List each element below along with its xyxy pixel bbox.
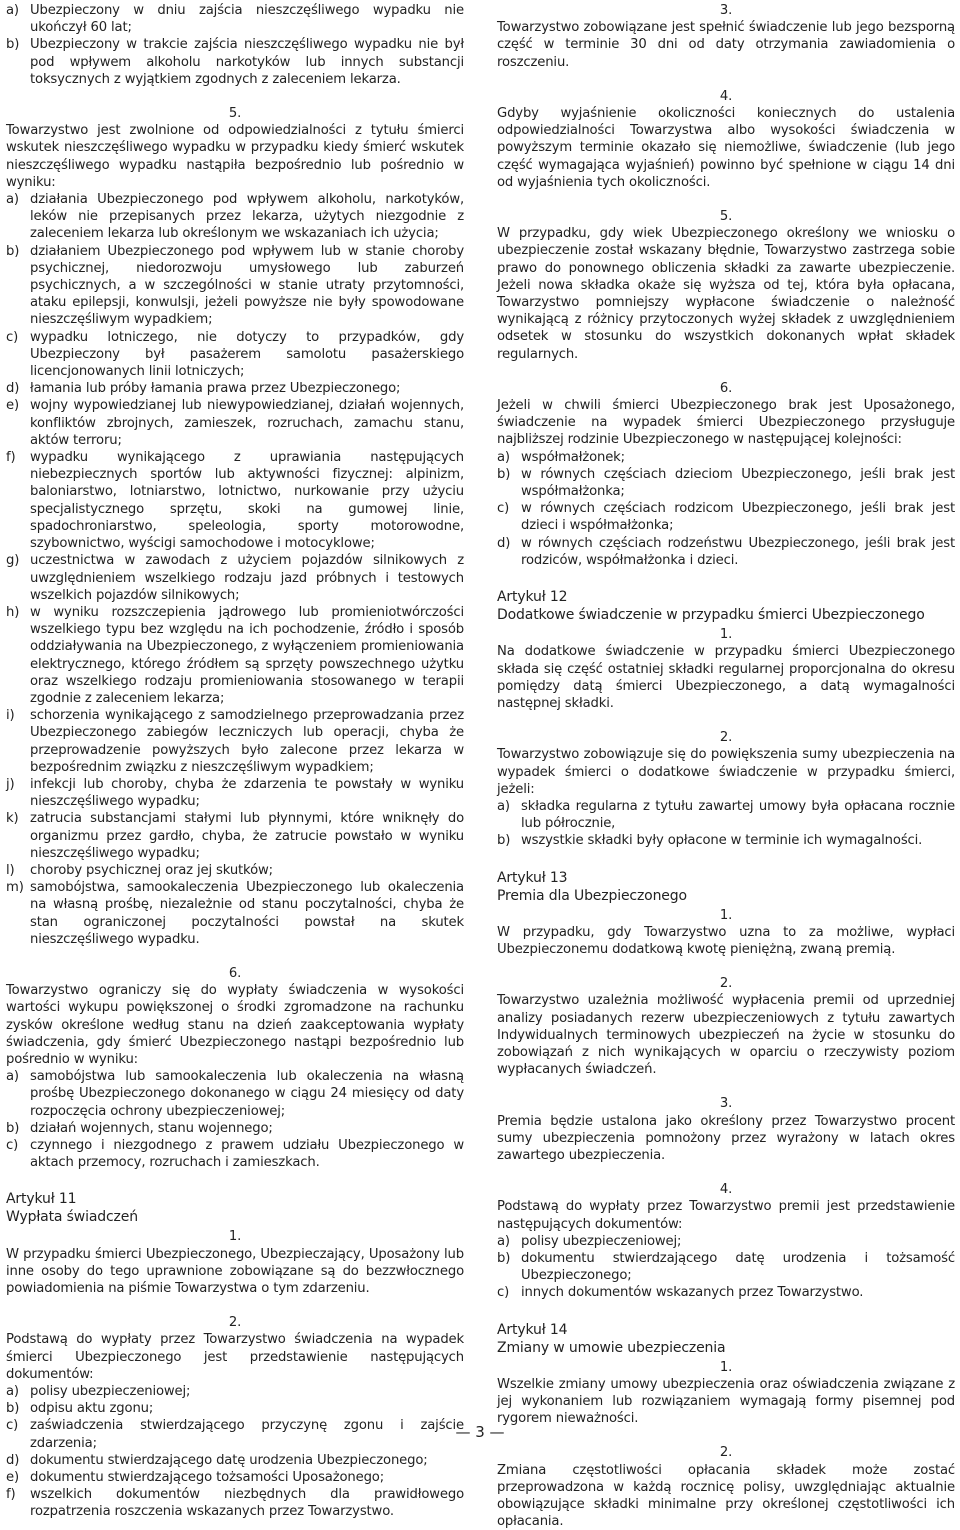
article-12-p2 <box>497 729 955 849</box>
article-heading: Artykuł 11 <box>6 1191 77 1208</box>
list-item-label: b) <box>497 1250 511 1266</box>
list-item-label: c) <box>6 1418 19 1434</box>
article-13-p3 <box>497 1095 955 1164</box>
list-item-label: a) <box>497 449 510 465</box>
list-item-text: polisy ubezpieczeniowej; <box>521 1233 682 1249</box>
list-item <box>497 832 955 849</box>
list-item-label: m) <box>6 880 24 896</box>
list-item <box>6 243 464 329</box>
list-item <box>6 552 464 604</box>
list-item-label: b) <box>6 37 20 53</box>
article-11 <box>6 1190 464 1226</box>
exclusions-list <box>6 191 464 948</box>
article-13-p2 <box>497 975 955 1078</box>
list-item-text: samobójstwa, samookaleczenia Ubezpieczonego lub okaleczenia na własną prośbę, niezależnie od stanu poczytalności, chyba że stan ograniczonej poczytalności powstał na skutek nieszczęśliwego wypadku. <box>30 880 464 947</box>
list-item <box>6 380 464 397</box>
list-item <box>6 36 464 88</box>
list-item-text: w równych częściach rodzeństwu Ubezpieczonego, jeśli brak jest rodziców, współmałżonka i dzieci. <box>521 535 955 568</box>
article-13-p1 <box>497 907 955 959</box>
paragraph-text: Towarzystwo zobowiązane jest spełnić świadczenie lub jego bezsporną część w terminie 30 dni od daty otrzymania zawiadomienia o roszczeniu. <box>497 20 955 70</box>
section-3 <box>497 2 955 71</box>
list-item-label: a) <box>6 1069 19 1085</box>
paragraph-number: 1. <box>228 1229 242 1245</box>
list-item-text: infekcji lub choroby, chyba że zdarzenia te powstały w wyniku nieszczęśliwego wypadku; <box>30 776 464 810</box>
conditions-list <box>497 798 955 850</box>
article-subtitle: Wypłata świadczeń <box>6 1209 138 1226</box>
left-column <box>6 2 464 1521</box>
list-item-text: zaświadczenia stwierdzającego przyczynę zgonu i zajście zdarzenia; <box>30 1418 464 1451</box>
list-item-text: w równych częściach rodzicom Ubezpieczonego, jeśli brak jest dzieci i współmałżonka; <box>521 501 955 534</box>
list-item <box>497 535 955 569</box>
paragraph-text: W przypadku śmierci Ubezpieczonego, Ubezpieczający, Uposażony lub inne osoby do tego uprawnione zobowiązane są do bezzwłocznego powiadomienia na piśmie Towarzystwa o tym zdarzeniu. <box>6 1246 464 1297</box>
list-item-label: c) <box>6 329 19 345</box>
paragraph-text: Towarzystwo zobowiązuje się do powiększenia sumy ubezpieczenia na wypadek śmierci o dodatkowe świadczenie w przypadku śmierci, jeżeli: <box>497 747 955 797</box>
list-item-text: działaniem Ubezpieczonego pod wpływem lub w stanie choroby psychicznej, niedorozwoju umysłowego lub zaburzeń psychicznych, a w szczególności w stanie utraty przytomności, ataku epilepsji, konwulsji, jeżeli powyższe nie były spowodowane nieszczęśliwym wypadkiem; <box>30 243 464 328</box>
list-item-text: składka regularna z tytułu zawartej umowy była opłacana rocznie lub półrocznie, <box>521 798 955 832</box>
paragraph-text: Podstawą do wypłaty przez Towarzystwo premii jest przedstawienie następujących dokumentów: <box>497 1199 955 1232</box>
list-item-text: samobójstwa lub samookaleczenia lub okaleczenia na własną prośbę Ubezpieczonego dokonanego w ciągu 24 miesięcy od daty rozpoczęcia ochrony ubezpieczeniowej; <box>30 1069 464 1119</box>
list-item <box>497 1233 955 1250</box>
list-item-label: c) <box>6 1138 19 1153</box>
article-13-p4 <box>497 1181 955 1301</box>
limitation-list <box>6 1068 464 1171</box>
list-item-text: uczestnictwa w zawodach z użyciem pojazdów silnikowych z uwzględnieniem wszelkiego rodzaju jazd próbnych i testowych wszelkich pojazdów silnikowych; <box>30 553 464 603</box>
paragraph-text: Na dodatkowe świadczenie w przypadku śmierci Ubezpieczonego składa się część ostatniej składki regularnej proporcjonalna do okresu pomiędzy datą śmierci Ubezpieczonego, a datą wymagalności następnej składki. <box>497 644 955 711</box>
list-item-text: dokumentu stwierdzającego datę urodzenia Ubezpieczonego; <box>30 1452 428 1468</box>
list-item <box>6 1469 464 1486</box>
list-item <box>497 1250 955 1284</box>
section-6 <box>6 965 464 1171</box>
article-heading: Artykuł 14 <box>497 1321 568 1338</box>
article-subtitle: Premia dla Ubezpieczonego <box>497 887 687 904</box>
list-item-label: c) <box>497 1285 510 1301</box>
list-item <box>6 862 464 879</box>
list-item-label: d) <box>6 1452 20 1468</box>
list-item <box>6 1452 464 1469</box>
article-14 <box>497 1321 955 1357</box>
paragraph-number: 1. <box>719 1359 733 1375</box>
paragraph-text: Premia będzie ustalona jako określony przez Towarzystwo procent sumy ubezpieczenia pomnożony przez wyrażony w latach okres zawartego ubezpieczenia. <box>497 1113 955 1163</box>
list-item-text: zatrucia substancjami stałymi lub płynnymi, które wniknęły do organizmu przez gardło, chyba, że zatrucie powstało w wyniku nieszczęśliwego wypadku; <box>30 811 464 861</box>
list-item-text: działania Ubezpieczonego pod wpływem alkoholu, narkotyków, leków nie przepisanych przez lekarza, użytych niezgodnie z zaleceniem lekarza lub określonym we wskazaniach ich użycia; <box>30 192 464 242</box>
page-number: — 3 — <box>455 1423 505 1441</box>
right-column <box>497 2 955 1530</box>
article-subtitle: Zmiany w umowie ubezpieczenia <box>497 1339 726 1356</box>
list-item <box>6 879 464 948</box>
section-5 <box>6 105 464 948</box>
list-item-label: b) <box>6 1401 20 1417</box>
list-item-text: w równych częściach dzieciom Ubezpieczonego, jeśli brak jest współmałżonka; <box>521 466 955 500</box>
list-item-text: dokumentu stwierdzającego tożsamości Uposażonego; <box>30 1470 385 1486</box>
list-item <box>6 776 464 810</box>
list-item-label: a) <box>497 798 510 814</box>
list-item-label: h) <box>6 604 20 620</box>
intro-list <box>6 2 464 88</box>
list-item-text: w wyniku rozszczepienia jądrowego lub promieniotwórczości wszelkiego typu bez względu na ich pochodzenie, źródło i sposób oddziaływania na Ubezpieczonego, z wyłączeniem promieniowania elektrycznego, którego źródłem są sprzęty powszechnego użytku oraz wszelkiego rodzaju promieniowania stosowanego w terapii zgodnie z zaleceniem lekarza; <box>30 604 464 706</box>
paragraph-number: 5. <box>719 209 733 225</box>
list-item-label: e) <box>6 398 19 414</box>
paragraph-number: 6. <box>228 965 242 981</box>
list-item-label: b) <box>6 243 20 259</box>
list-item-label: k) <box>6 811 19 827</box>
paragraph-number: 2. <box>719 1445 733 1461</box>
article-heading: Artykuł 12 <box>497 589 568 606</box>
list-item-text: współmałżonek; <box>521 449 625 465</box>
list-item-text: działań wojennych, stanu wojennego; <box>30 1120 273 1136</box>
documents-list <box>6 1383 464 1521</box>
list-item <box>6 1400 464 1417</box>
paragraph-text: W przypadku, gdy Towarzystwo uzna to za możliwe, wypłaci Ubezpieczonemu dodatkową kwotę pieniężną, zwaną premią. <box>497 924 955 957</box>
list-item <box>6 449 464 552</box>
list-item <box>6 191 464 243</box>
article-12 <box>497 588 955 624</box>
list-item-label: c) <box>497 501 510 517</box>
paragraph-number: 4. <box>719 1182 733 1198</box>
premium-documents-list <box>497 1233 955 1302</box>
section-6-right <box>497 380 955 569</box>
list-item-label: l) <box>6 862 15 878</box>
article-14-p2 <box>497 1444 955 1530</box>
list-item-text: innych dokumentów wskazanych przez Towarzystwo. <box>521 1285 864 1301</box>
article-13 <box>497 869 955 905</box>
paragraph-text: Towarzystwo uzależnia możliwość wypłacenia premii od uprzedniej analizy posiadanych rezerw ubezpieczeniowych z tytułu zawartych Indywidualnych terminowych ubezpieczeń na życie w stosunku do zobowiązań z nich wynikających w oparciu o rzeczywisty poziom wypłacanych świadczeń. <box>497 993 955 1078</box>
list-item-text: schorzenia wynikającego z samodzielnego przeprowadzania przez Ubezpieczonego zabiegów leczniczych lub operacji, chyba że przeprowadzenie powyższych było zalecone przez lekarza w bezpośrednim związku z nieszczęśliwym wypadkiem; <box>30 708 464 775</box>
list-item <box>497 1284 955 1301</box>
list-item-label: j) <box>6 776 15 792</box>
list-item-text: wypadku wynikającego z uprawiania następujących niebezpiecznych sportów lub aktywności fizycznej: alpinizm, baloniarstwo, lotniarstwo, lotnictwo, nurkowanie przy użyciu specjalistycznego sprzętu, skoki na gumowej linie, spadochroniarstwo, speleologia, sporty motorowodne, szybownictwo, wyścigi samochodowe i motocyklowe; <box>30 450 464 552</box>
list-item-text: odpisu aktu zgonu; <box>30 1401 154 1417</box>
paragraph-number: 2. <box>719 976 733 992</box>
list-item <box>6 2 464 36</box>
list-item-text: łamania lub próby łamania prawa przez Ubezpieczonego; <box>30 381 401 397</box>
list-item-label: e) <box>6 1470 19 1486</box>
section-5-right <box>497 208 955 363</box>
list-item <box>497 798 955 832</box>
list-item-text: dokumentu stwierdzającego datę urodzenia i tożsamość Ubezpieczonego; <box>521 1250 955 1284</box>
list-item-text: polisy ubezpieczeniowej; <box>30 1384 191 1400</box>
list-item-label: a) <box>6 192 19 208</box>
list-item <box>6 329 464 381</box>
paragraph-number: 3. <box>719 3 733 18</box>
list-item-text: wojny wypowiedzianej lub niewypowiedzianej, działań wojennych, konfliktów zbrojnych, zamieszek, rozruchach, zamachu stanu, aktów terroru; <box>30 398 464 448</box>
list-item-label: a) <box>6 1384 19 1400</box>
list-item-label: d) <box>497 535 511 551</box>
list-item-label: a) <box>6 3 19 18</box>
paragraph-text: Wszelkie zmiany umowy ubezpieczenia oraz oświadczenia związane z jej wykonaniem lub rozwiązaniem wymagają formy pisemnej pod rygorem nieważności. <box>497 1376 955 1427</box>
paragraph-number: 3. <box>719 1096 733 1112</box>
list-item <box>6 707 464 776</box>
paragraph-number: 2. <box>228 1315 242 1331</box>
list-item <box>497 449 955 466</box>
list-item-label: f) <box>6 450 16 466</box>
paragraph-number: 2. <box>719 730 733 746</box>
list-item-text: wypadku lotniczego, nie dotyczy to przypadków, gdy Ubezpieczony był pasażerem samolotu pasażerskiego licencjonowanych linii lotniczych; <box>30 329 464 380</box>
list-item <box>6 1137 464 1171</box>
list-item-text: czynnego i niezgodnego z prawem udziału Ubezpieczonego w aktach przemocy, rozruchach i zamieszkach. <box>30 1138 464 1171</box>
family-order-list <box>497 449 955 569</box>
list-item-text: Ubezpieczony w trakcie zajścia nieszczęśliwego wypadku nie był pod wpływem alkoholu narkotyków lub innych substancji toksycznych z wyjątkiem zgodnych z zaleceniem lekarza. <box>30 37 464 87</box>
article-11-p1 <box>6 1228 464 1297</box>
article-12-p1 <box>497 626 955 712</box>
list-item <box>6 604 464 707</box>
list-item <box>6 1486 464 1520</box>
list-item-text: choroby psychicznej oraz jej skutków; <box>30 862 273 878</box>
list-item <box>6 1120 464 1137</box>
list-item <box>497 500 955 534</box>
list-item-label: g) <box>6 553 20 569</box>
paragraph-number: 5. <box>228 106 242 122</box>
article-subtitle: Dodatkowe świadczenie w przypadku śmierci Ubezpieczonego <box>497 607 925 624</box>
article-heading: Artykuł 13 <box>497 869 568 886</box>
article-14-p1 <box>497 1359 955 1428</box>
list-item <box>6 1068 464 1120</box>
article-11-p2 <box>6 1314 464 1520</box>
paragraph-number: 1. <box>719 627 733 643</box>
paragraph-text: Jeżeli w chwili śmierci Ubezpieczonego brak jest Uposażonego, świadczenie na wypadek śmierci Ubezpieczonego przysługuje najbliższej rodzinie Ubezpieczonego w następującej kolejności: <box>497 398 955 448</box>
paragraph-text: W przypadku, gdy wiek Ubezpieczonego określony we wniosku o ubezpieczenie został wskazany błędnie, Towarzystwo zastrzega sobie prawo do ponownego obliczenia składki za zawarte ubezpieczenie. Jeżeli nowa składka okaże się wyższa od tej, która była opłacana, Towarzystwo pomniejszy wypłacone świadczenie o należność wynikającą z różnicy przytoczonych wyżej składek z uwzględnieniem odsetek w stosunku do wszystkich dokonanych wpłat składek regularnych. <box>497 226 955 362</box>
list-item <box>6 397 464 449</box>
list-item-label: d) <box>6 381 20 397</box>
list-item-label: b) <box>497 466 511 482</box>
list-item <box>6 1383 464 1400</box>
list-item-text: wszelkich dokumentów niezbędnych dla prawidłowego rozpatrzenia roszczenia wskazanych przez Towarzystwo. <box>30 1487 464 1520</box>
list-item-label: f) <box>6 1487 16 1503</box>
list-item <box>497 466 955 500</box>
section-4 <box>497 88 955 191</box>
paragraph-number: 1. <box>719 907 733 923</box>
paragraph-text: Zmiana częstotliwości opłacania składek może zostać przeprowadzona w każdą rocznicę polisy, uwzględniając aktualnie obowiązujące składki minimalne przy określonej częstotliwości ich opłacania. <box>497 1462 955 1530</box>
list-item-label: i) <box>6 708 15 724</box>
paragraph-number: 6. <box>719 380 733 396</box>
paragraph-number: 4. <box>719 88 733 104</box>
paragraph-text: Gdyby wyjaśnienie okoliczności koniecznych do ustalenia odpowiedzialności Towarzystwa albo wysokości świadczenia w powyższym terminie okazało się niemożliwe, świadczenie (lub jego część wymagająca wyjaśnień) powinno być spełnione w ciągu 14 dni od wyjaśnienia tych okoliczności. <box>497 106 955 190</box>
list-item <box>6 810 464 862</box>
paragraph-text: Towarzystwo jest zwolnione od odpowiedzialności z tytułu śmierci wskutek nieszczęśliwego wypadku w przypadku kiedy śmierć wskutek nieszczęśliwego wypadku nastąpiła bezpośrednio lub pośrednio w wyniku: <box>6 123 464 190</box>
list-item-label: a) <box>497 1233 510 1249</box>
list-item-label: b) <box>6 1120 20 1136</box>
list-item-text: Ubezpieczony w dniu zajścia nieszczęśliwego wypadku nie ukończył 60 lat; <box>30 3 464 36</box>
paragraph-text: Podstawą do wypłaty przez Towarzystwo świadczenia na wypadek śmierci Ubezpieczonego jest przedstawienie następujących dokumentów: <box>6 1332 464 1382</box>
list-item-text: wszystkie składki były opłacone w terminie ich wymagalności. <box>521 833 923 849</box>
list-item-label: b) <box>497 833 511 849</box>
paragraph-text: Towarzystwo ograniczy się do wypłaty świadczenia w wysokości wartości wykupu powiększonej o środki zgromadzone na rachunku zysków określone według stanu na dzień zaakceptowania wypłaty świadczenia, gdy śmierć Ubezpieczonego nastąpi bezpośrednio lub pośrednio w wyniku: <box>6 983 464 1067</box>
